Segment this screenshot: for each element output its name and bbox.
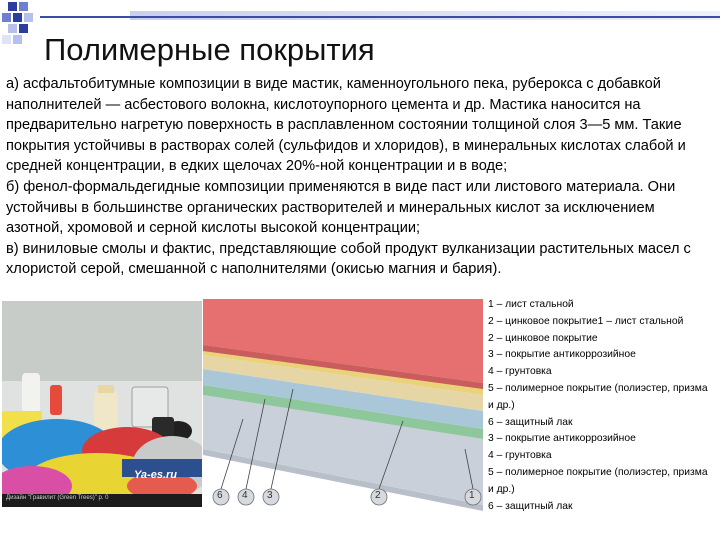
paragraph-a: а) асфальтобитумные композиции в виде мастик, каменноугольного пека, руберокса с добавкой наполнителей — асбестового волокна, кислотоупорного цемента и др. Мастика наносится на предварительно нагретую поверхность в расплавленном состоянии толщиной слоя 3—5 мм. Такие покрытия устойчивы в растворах солей (сульфидов и хлоридов), в минеральных кислотах слабой и средней концентрации, в едких щелочах 20%-ной концентрации и в воде; (6, 76, 686, 175)
slide-title: Полимерные покрытия (44, 32, 375, 67)
callout-4: 4 (242, 490, 248, 501)
photo-watermark: Ya-es.ru (134, 469, 178, 481)
callout-6: 6 (217, 490, 223, 501)
legend-item: 3 – покрытие антикоррозийное (488, 433, 636, 445)
body-text (6, 74, 714, 280)
legend-item: 2 – цинковое покрытие (488, 332, 598, 344)
paragraph-b: б) фенол-формальдегидные композиции применяются в виде паст или листового материала. Они устойчивы в большинстве органических растворителей и минеральных кислот за исключением азотной, хромовой и серной кислоты высокой концентрации; (6, 178, 676, 237)
legend-item: 4 – грунтовка (488, 450, 552, 462)
legend-item: 3 – покрытие антикоррозийное (488, 349, 636, 361)
paragraph-c: в) виниловые смолы и фактис, представляющие собой продукт вулканизации растительных масел с хлористой серой, смешанной с наполнителями (окисью магния и бария). (6, 240, 691, 278)
legend-item: 4 – грунтовка (488, 366, 552, 378)
legend-item: 6 – защитный лак (488, 500, 573, 512)
polymer-powders-photo (2, 301, 202, 507)
callout-3: 3 (267, 490, 273, 501)
legend-item: 5 – полимерное покрытие (полиэстер, призма и др.) (488, 466, 708, 495)
header-rule (40, 16, 720, 18)
legend-item: 2 – цинковое покрытие1 – лист стальной (488, 315, 684, 327)
legend-item: 5 – полимерное покрытие (полиэстер, призма и др.) (488, 382, 708, 411)
callout-1: 1 (469, 490, 475, 501)
layer-legend (488, 297, 716, 515)
photo-caption: Дизайн "Гравилит (Green Trees)" р. 0 (6, 495, 109, 501)
legend-item: 6 – защитный лак (488, 416, 573, 428)
legend-item: 1 – лист стальной (488, 299, 574, 310)
callout-2: 2 (375, 490, 381, 501)
coating-layers-diagram (203, 299, 483, 513)
